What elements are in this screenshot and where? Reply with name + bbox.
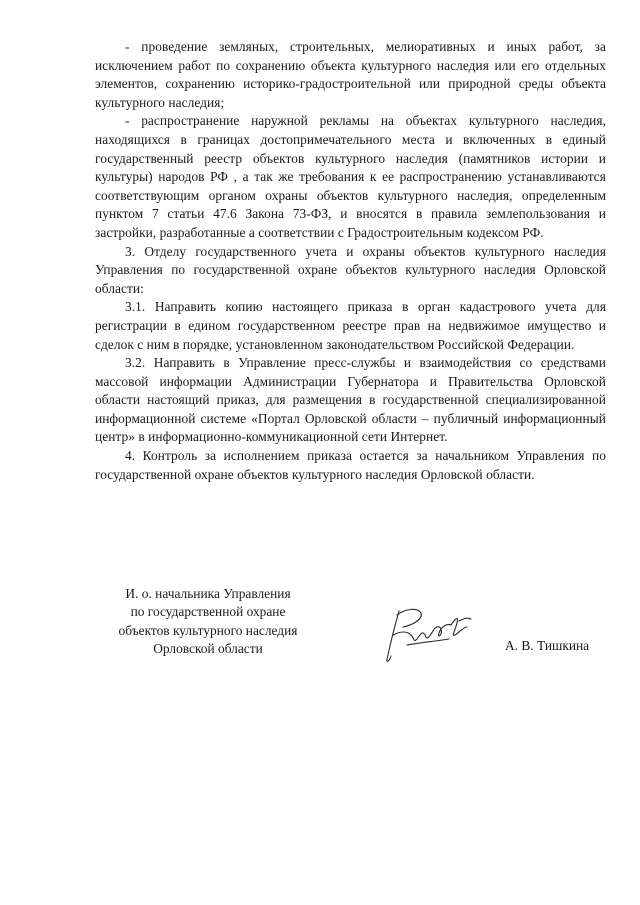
signer-position-line: Орловской области <box>153 641 263 657</box>
signer-position-line: по государственной охране <box>130 604 286 620</box>
paragraph-earthworks: - проведение земляных, строительных, мелиоративных и иных работ, за исключением работ по сохранению объекта культурного наследия или его отдельных элементов, сохранению историко-градостроительной или природной среды объекта культурного наследия; <box>95 39 606 110</box>
paragraph-item-3-2: 3.2. Направить в Управление пресс-службы и взаимодействия со средствами массовой информации Администрации Губернатора и Правительства Орловской области настоящий приказ, для размещения в государственной специализированной информационной системе «Портал Орловской области – публичный информационный центр» в информационно-коммуникационной сети Интернет. <box>95 355 606 445</box>
signature-block <box>95 585 615 675</box>
signer-position-line: объектов культурного наследия <box>118 622 298 638</box>
signer-position-line: И. о. начальника Управления <box>125 586 291 601</box>
signer-position <box>95 585 321 659</box>
paragraph-item-3: 3. Отделу государственного учета и охраны объектов культурного наследия Управления по государственной охране объектов культурного наследия Орловской области: <box>95 243 606 296</box>
paragraph-advertising: - распространение наружной рекламы на объектах культурного наследия, находящихся в границах достопримечательного места и включенных в единый государственный реестр объектов культурного наследия (памятников истории и культуры) народов РФ , а так же требования к ее распространению устанавливаются соответствующим органом охраны объектов культурного наследия, определенным пунктом 7 статьи 47.6 Закона 73-ФЗ, и вносятся в правила землепользования и застройки, разработанные а соответствии с Градостроительным кодексом РФ. <box>95 113 606 240</box>
signer-name: А. В. Тишкина <box>505 638 590 653</box>
paragraph-item-3-1: 3.1. Направить копию настоящего приказа в орган кадастрового учета для регистрации в едином государственном реестре прав на недвижимое имущество и сделок с ним в порядке, установленном законодательством Российской Федерации. <box>95 299 606 352</box>
document-body <box>95 38 606 484</box>
paragraph-item-4: 4. Контроль за исполнением приказа остается за начальником Управления по государственной охране объектов культурного наследия Орловской области. <box>95 448 606 482</box>
handwritten-signature <box>377 601 477 667</box>
